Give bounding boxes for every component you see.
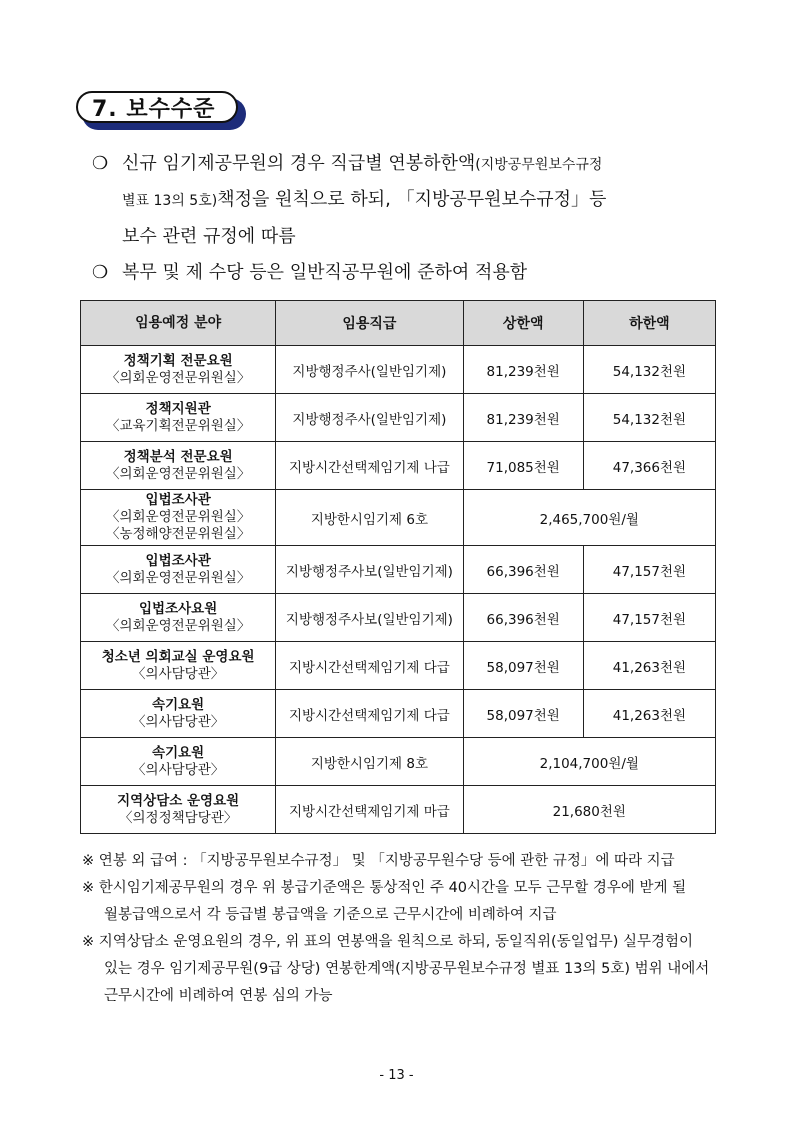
note-text: 지역상담소 운영요원의 경우, 위 표의 연봉액을 원칙으로 하되, 동일직위(동일업무) 실무경험이 [98,934,694,950]
role-name: 입법조사관 [145,492,211,508]
header-min: 하한액 [583,301,715,346]
max-cell: 81,239천원 [463,346,583,394]
note-item [82,930,693,954]
grade-cell: 지방행정주사보(일반임기제) [276,594,463,642]
grade-cell: 지방한시임기제 6호 [276,490,463,546]
field-cell [81,490,276,546]
note-mark: ※ [82,934,95,950]
bullet-continuation [122,183,606,218]
field-cell [81,786,276,834]
bullet-continuation: 보수 관련 규정에 따름 [122,226,296,247]
max-cell: 58,097천원 [463,642,583,690]
merged-pay-cell: 2,104,700원/월 [463,738,715,786]
circle-bullet-icon: ❍ [92,262,109,283]
min-cell: 54,132천원 [583,346,715,394]
grade-cell: 지방시간선택제임기제 마급 [276,786,463,834]
dept-name: 〈의회운영전문위원실〉 [105,509,251,525]
bullet-item [92,147,602,182]
max-cell: 81,239천원 [463,394,583,442]
grade-cell: 지방한시임기제 8호 [276,738,463,786]
min-cell: 47,157천원 [583,546,715,594]
min-cell: 41,263천원 [583,690,715,738]
section-title [76,91,244,127]
note-mark: ※ [82,853,95,869]
dept-name: 〈의회운영전문위원실〉 [105,369,251,386]
grade-cell: 지방시간선택제임기제 다급 [276,690,463,738]
table-row [81,786,716,834]
max-cell: 66,396천원 [463,546,583,594]
role-name: 속기요원 [152,696,205,713]
table-row [81,490,716,546]
salary-table [80,300,716,834]
table-row [81,546,716,594]
field-cell [81,690,276,738]
note-text: 한시임기제공무원의 경우 위 봉급기준액은 통상적인 주 40시간을 모두 근무할 경우에 받게 될 [98,880,687,896]
dept-name: 〈의정정책담당관〉 [118,809,238,826]
table-row [81,738,716,786]
min-cell: 41,263천원 [583,642,715,690]
merged-pay-cell: 21,680천원 [463,786,715,834]
table-row [81,690,716,738]
note-continuation: 월봉급액으로서 각 등급별 봉급액을 기준으로 근무시간에 비례하여 지급 [104,907,557,923]
dept-name: 〈의사담당관〉 [132,665,225,682]
table-row [81,346,716,394]
dept-name: 〈의회운영전문위원실〉 [105,569,251,586]
note-continuation: 있는 경우 임기제공무원(9급 상당) 연봉한계액(지방공무원보수규정 별표 13의 5호) 범위 내에서 [104,961,710,977]
note-item [82,849,675,873]
dept-name: 〈의사담당관〉 [132,713,225,730]
role-name: 정책기획 전문요원 [123,352,233,369]
field-cell [81,594,276,642]
bullet-text-small: (지방공무원보수규정 [475,157,603,173]
role-name: 정책지원관 [145,400,211,417]
note-continuation: 근무시간에 비례하여 연봉 심의 가능 [104,988,333,1004]
role-name: 지역상담소 운영요원 [117,792,240,809]
dept-name: 〈교육기획전문위원실〉 [105,417,251,434]
bullet-item [92,256,527,290]
note-item [82,876,686,900]
bullet-text: 책정을 원칙으로 하되, 「지방공무원보수규정」등 [217,189,607,210]
table-row [81,642,716,690]
table-header-row [81,301,716,346]
dept-name: 〈의사담당관〉 [132,761,225,778]
table-row [81,594,716,642]
role-name: 입법조사관 [145,552,211,569]
max-cell: 66,396천원 [463,594,583,642]
bullet-text-small: 별표 13의 5호) [122,193,218,209]
field-cell [81,394,276,442]
bullet-text: 신규 임기제공무원의 경우 직급별 연봉하한액 [122,153,476,174]
field-cell [81,738,276,786]
table-row [81,394,716,442]
field-cell [81,546,276,594]
header-grade: 임용직급 [276,301,463,346]
merged-pay-cell: 2,465,700원/월 [463,490,715,546]
role-name: 정책분석 전문요원 [123,448,233,465]
min-cell: 47,366천원 [583,442,715,490]
min-cell: 54,132천원 [583,394,715,442]
circle-bullet-icon: ❍ [92,153,109,174]
dept-name: 〈의회운영전문위원실〉 [105,617,251,634]
grade-cell: 지방시간선택제임기제 나급 [276,442,463,490]
grade-cell: 지방행정주사보(일반임기제) [276,546,463,594]
grade-cell: 지방행정주사(일반임기제) [276,346,463,394]
role-name: 속기요원 [152,744,205,761]
max-cell: 58,097천원 [463,690,583,738]
field-cell [81,442,276,490]
dept-name: 〈농정해양전문위원실〉 [105,526,251,542]
section-title-text: 7. 보수수준 [76,91,238,123]
note-mark: ※ [82,880,95,896]
role-name: 입법조사요원 [139,600,218,617]
field-cell [81,346,276,394]
min-cell: 47,157천원 [583,594,715,642]
field-cell [81,642,276,690]
role-name: 청소년 의회교실 운영요원 [101,648,255,665]
table-row [81,442,716,490]
grade-cell: 지방시간선택제임기제 다급 [276,642,463,690]
header-max: 상한액 [463,301,583,346]
grade-cell: 지방행정주사(일반임기제) [276,394,463,442]
note-text: 연봉 외 급여 : 「지방공무원보수규정」 및 「지방공무원수당 등에 관한 규정」에 따라 지급 [98,853,675,869]
max-cell: 71,085천원 [463,442,583,490]
bullet-text: 복무 및 제 수당 등은 일반직공무원에 준하여 적용함 [122,262,528,283]
dept-name: 〈의회운영전문위원실〉 [105,465,251,482]
page-number: - 13 - [379,1068,414,1083]
header-field: 임용예정 분야 [81,301,276,346]
